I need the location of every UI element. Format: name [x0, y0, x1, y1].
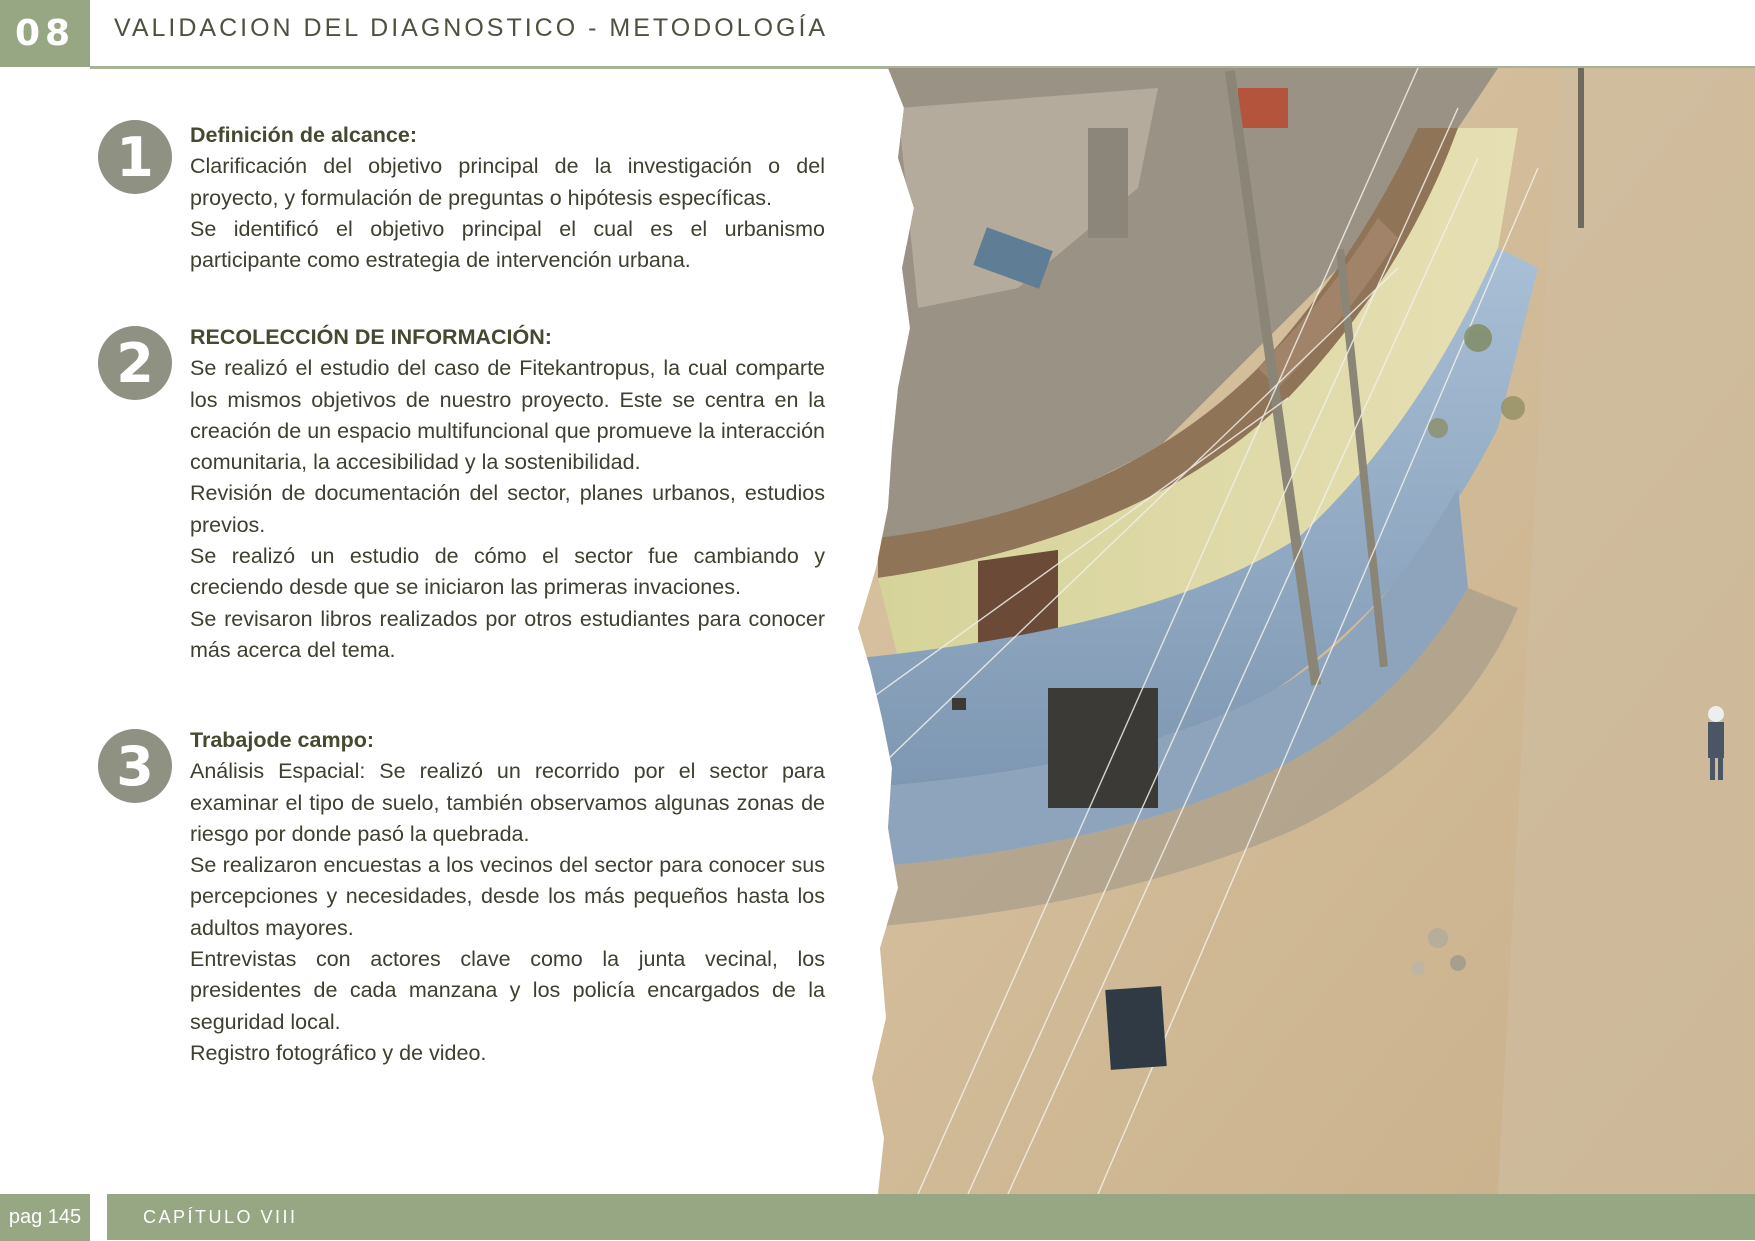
step-badge-2: 2: [98, 326, 172, 400]
section-3-body: [190, 725, 825, 1069]
section-2-paragraph: Se revisaron libros realizados por otros estudiantes para conocer más acerca del tema.: [190, 606, 825, 662]
aerial-photo: [858, 68, 1755, 1194]
section-3-paragraph: Análisis Espacial: Se realizó un recorrido por el sector para examinar el tipo de suelo, también observamos algunas zonas de riesgo por donde pasó la quebrada.: [190, 759, 825, 846]
section-2-paragraph: Se realizó el estudio del caso de Fitekantropus, la cual comparte los mismos objetivos de nuestro proyecto. Este se centra en la creación de un espacio multifuncional que promueve la interacción comunitaria, la accesibilidad y la sostenibilidad.: [190, 356, 825, 475]
section-3-paragraph: Se realizaron encuestas a los vecinos del sector para conocer sus percepciones y necesidades, desde los más pequeños hasta los adultos mayores.: [190, 853, 825, 940]
page-number: pag 145: [0, 1194, 90, 1241]
section-3-title: Trabajode campo:: [190, 728, 374, 752]
step-badge-1: 1: [98, 120, 172, 194]
section-2-paragraph: Se realizó un estudio de cómo el sector fue cambiando y creciendo desde que se iniciaron las primeras invaciones.: [190, 544, 825, 600]
section-2-body: [190, 322, 825, 666]
section-3-paragraph: Entrevistas con actores clave como la junta vecinal, los presidentes de cada manzana y los policía encargados de la seguridad local.: [190, 947, 825, 1034]
chapter-bar: [107, 1194, 1755, 1240]
section-1-paragraph: Se identificó el objetivo principal el cual es el urbanismo participante como estrategia de intervención urbana.: [190, 216, 825, 273]
section-1-body: [190, 120, 825, 276]
section-1-paragraph: Clarificación del objetivo principal de la investigación o del proyecto, y formulación de preguntas o hipótesis específicas.: [190, 154, 825, 210]
chapter-label: CAPÍTULO VIII: [143, 1206, 298, 1227]
page-title: VALIDACION DEL DIAGNOSTICO - METODOLOGÍA: [114, 14, 829, 42]
section-1-title: Definición de alcance:: [190, 123, 418, 147]
section-number: 08: [0, 0, 90, 67]
section-3: [98, 725, 825, 1069]
section-2-paragraph: Revisión de documentación del sector, planes urbanos, estudios previos.: [190, 481, 825, 537]
section-2: [98, 322, 825, 666]
aerial-photo-illustration: [858, 68, 1755, 1194]
section-2-title: RECOLECCIÓN DE INFORMACIÓN:: [190, 325, 552, 349]
section-1: [98, 120, 825, 276]
section-3-paragraph: Registro fotográfico y de video.: [190, 1040, 487, 1065]
step-badge-3: 3: [98, 729, 172, 803]
